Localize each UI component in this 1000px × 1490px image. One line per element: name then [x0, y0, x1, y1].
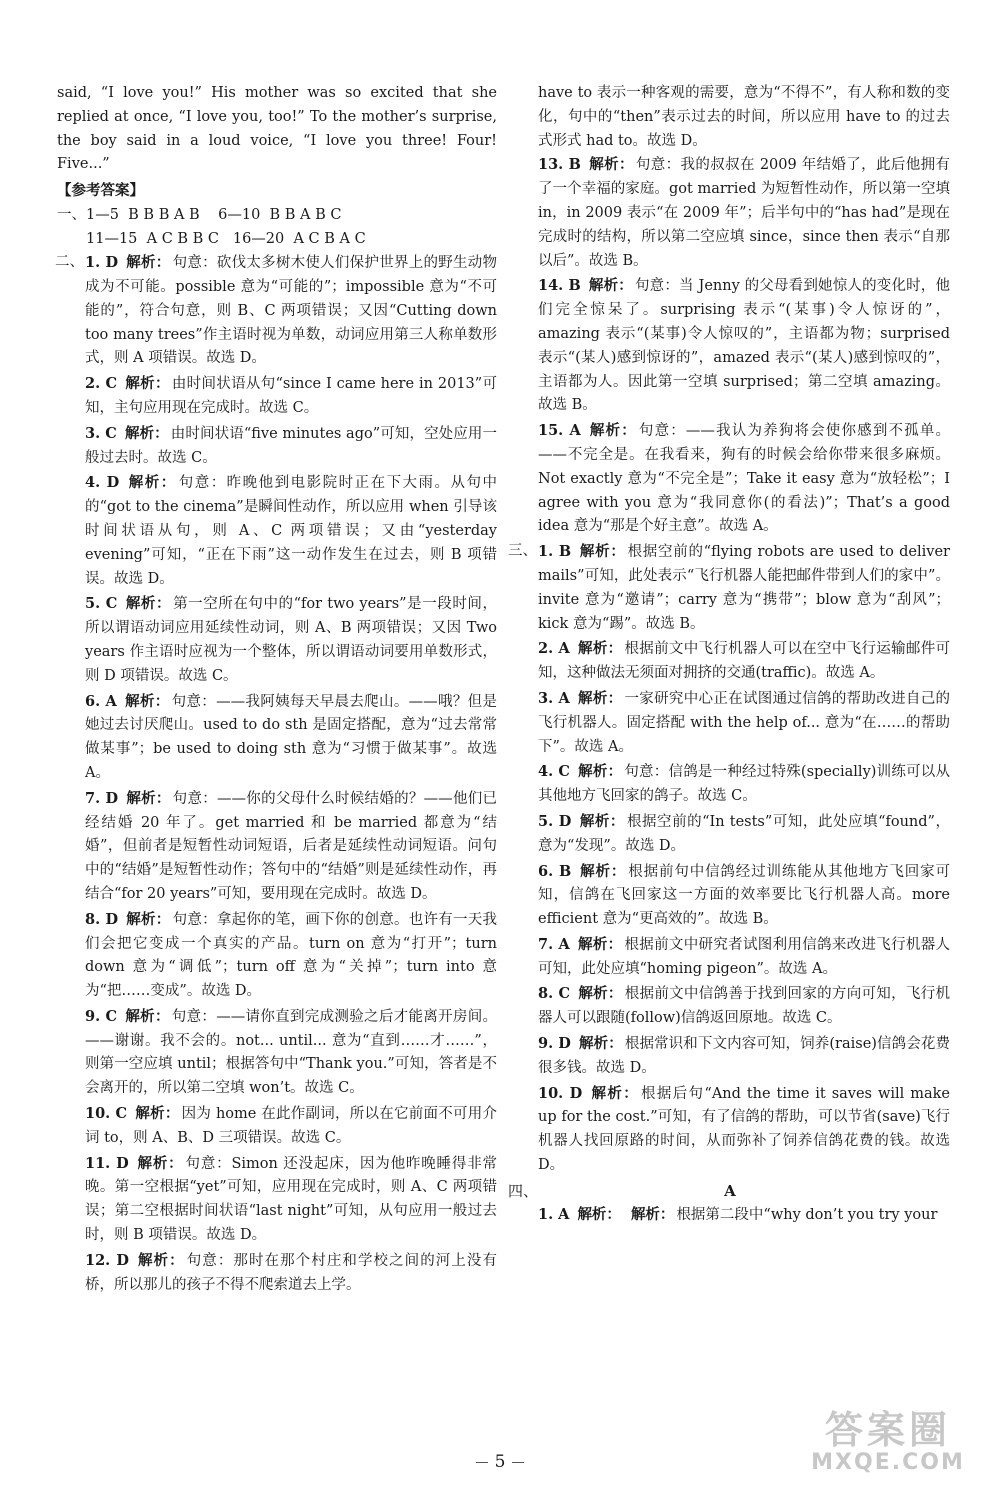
answer-label: 2. C — [85, 375, 118, 393]
analysis-label: 解析： — [578, 985, 623, 1003]
answer-label: 6. A — [85, 692, 117, 710]
section4-heading — [510, 1179, 950, 1203]
answer-text: 句意：昨晚他到电影院时正在下大雨。从句中的“got to the cinema”是瞬间性动作，所以应用 when 引导该时间状语从句，则 A、C 两项错误；又由“yesterday evening”可知，“正在下雨”这一动作发生在过去，则 B 项错误。故选 D。 — [85, 475, 498, 587]
answer-item — [57, 1005, 497, 1101]
answer-label: 14. B — [538, 277, 581, 295]
section1-row1: 一、1—5 B B B A B 6—10 B B A B C — [57, 207, 342, 224]
analysis-label: 解析： — [577, 1205, 621, 1223]
analysis-label: 解析： — [590, 1084, 640, 1102]
answer-label: 3. C — [85, 424, 117, 442]
answer-item — [57, 592, 497, 688]
answer-label: 2. A — [538, 640, 570, 658]
analysis-label: 解析： — [126, 254, 171, 272]
analysis-label: 解析： — [577, 935, 623, 953]
answer-text: 由时间状语从句“since I came here in 2013”可知，主句应用现在完成时。故选 C。 — [85, 376, 498, 416]
answer-text: 句意：砍伐太多树木使人们保护世界上的野生动物成为不可能。possible 意为“可能的”；impossible 意为“不可能的”，符合句意，则 B、C 两项错误；又因“Cutting down too many trees”作主语时视为单数，动词应用第三人称单数形式，则 A 项错误。故选 D。 — [85, 255, 498, 367]
answer-text: 根据空前的“In tests”可知，此处应填“found”，意为“发现”。故选 D。 — [538, 813, 951, 854]
answer-label: 9. C — [85, 1007, 118, 1025]
answer-text: 根据后句“And the time it saves will make up for the cost.”可知，有了信鸽的帮助，可以节省(save)飞行机器人找回原路的时间，从而弥补了饲养信鸽花费的钱。故选 D。 — [538, 1085, 950, 1174]
answer-label: 3. A — [538, 689, 570, 707]
answer-label: 15. A — [538, 422, 581, 440]
answer-item — [57, 1102, 497, 1151]
intro-text: said, “I love you!” His mother was so excited that she replied at once, “I love you, too!” To the mother’s surprise, the boy said in a loud voice, “I love you three! Four! Five...” — [57, 85, 497, 173]
analysis-label: 解析： — [136, 1154, 184, 1172]
answer-text: 句意：——我阿姨每天早晨去爬山。——哦？但是她过去讨厌爬山。used to do sth 是固定搭配，意为“过去常常做某事”；be used to doing sth 意为“习惯于做某事”。故选 A。 — [85, 693, 498, 781]
answer-item — [57, 372, 497, 421]
answer-label: 12. D — [85, 1251, 129, 1269]
section-label: 二、 — [55, 254, 84, 271]
page-number: 5 — [0, 1452, 1000, 1472]
answer-label: 5. D — [538, 812, 572, 830]
analysis-label: 解析： — [630, 1205, 675, 1223]
answer-text: 句意：Simon 还没起床，因为他昨晚睡得非常晚。第一空根据“yet”可知，应用现在完成时，则 A、C 两项错误；第二空根据时间状语“last night”可知，从句应用一般过去时，则 B 项错误。故选 D。 — [85, 1155, 498, 1244]
analysis-label: 解析： — [136, 1251, 185, 1269]
section1-row2: 11—15 A C B B C 16—20 A C B A C — [86, 231, 366, 248]
answer-item — [510, 419, 950, 539]
answer-label: 1. A — [538, 1205, 570, 1223]
answer-label: 9. D — [538, 1035, 571, 1053]
analysis-label: 解析： — [577, 689, 623, 707]
answer-label: 1. D — [85, 254, 119, 272]
answer-text: 根据空前的“flying robots are used to deliver mails”可知，此处表示“飞行机器人能把邮件带到人们的家中”。invite 意为“邀请”；carry 意为“携带”；blow 意为“刮风”；kick 意为“踢”。故选 B。 — [538, 544, 950, 632]
answer-item — [510, 1082, 950, 1178]
analysis-label: 解析： — [579, 812, 625, 830]
answers-header: 【参考答案】 — [57, 182, 144, 200]
answer-label: 10. D — [538, 1084, 583, 1102]
answer-item — [57, 422, 497, 471]
analysis-label: 解析： — [577, 763, 623, 781]
answer-text: 根据第二段中“why don’t you try your — [676, 1206, 938, 1223]
watermark-line1: 答案圈 — [824, 1408, 951, 1452]
answer-item — [510, 540, 950, 636]
answer-text: 根据前文中研究者试图利用信鸽来改进飞行机器人可知，此处应填“homing pigeon”。故选 A。 — [538, 936, 951, 977]
answer-label: 8. D — [85, 910, 119, 928]
answer-label: 11. D — [85, 1154, 129, 1172]
answer-item — [510, 687, 950, 759]
analysis-label: 解析： — [125, 1007, 170, 1025]
analysis-label: 解析： — [126, 789, 171, 807]
answer-text: 句意：——你的父母什么时候结婚的？——他们已经结婚 20 年了。get married 和 be married 都意为“结婚”，但前者是短暂性动词短语，后者是延续性动词短语。问句中的“结婚”是短暂性动作；答句中的“结婚”则是延续性动作，再结合“for 20 years”可知，要用现在完成时。故选 D。 — [85, 790, 498, 902]
answer-item — [510, 933, 950, 982]
analysis-label: 解析： — [125, 375, 170, 393]
analysis-label: 解析： — [578, 1035, 623, 1053]
answer-item — [510, 860, 950, 932]
answer-label: 7. A — [538, 935, 570, 953]
left-column — [57, 82, 497, 1298]
watermark-line2: MXQE.COM — [811, 1450, 965, 1475]
answer-label: 7. D — [85, 789, 119, 807]
answer-text: 句意：——我认为养狗将会使你感到不孤单。——不完全是。在我看来，狗有的时候会给你带来很多麻烦。Not exactly 意为“不完全是”；Take it easy 意为“放轻松”；I agree with you 意为“我同意你(的看法)”；That’s a good idea 意为“那是个好主意”。故选 A。 — [538, 423, 951, 535]
answer-text: 因为 home 在此作副词，所以在它前面不可用介词 to，则 A、B、D 三项错误。故选 C。 — [85, 1106, 497, 1146]
answer-text: 由时间状语“five minutes ago”可知，空处应用一般过去时。故选 C。 — [85, 425, 498, 466]
answer-text: 根据常识和下文内容可知，饲养(raise)信鸽会花费很多钱。故选 D。 — [538, 1036, 950, 1076]
analysis-label: 解析： — [125, 595, 172, 613]
answer-item — [57, 690, 497, 786]
answer-label: 5. C — [85, 595, 118, 613]
answer-label: 10. C — [85, 1105, 128, 1123]
right-column — [510, 82, 950, 1229]
analysis-label: 解析： — [135, 1105, 180, 1123]
answer-item — [57, 471, 497, 591]
left-answer-list — [57, 251, 497, 1297]
answer-text: 句意：当 Jenny 的父母看到她惊人的变化时，他们完全惊呆了。surprising 表示“(某事)令人惊讶的”，amazing 表示“(某事)令人惊叹的”，主语都为物；surprised 表示“(某人)感到惊讶的”，amazed 表示“(某人)感到惊叹的”，主语都为人。因此第一空填 surprised；第二空填 amazing。故选 B。 — [538, 278, 950, 414]
answer-text: 根据前文中飞行机器人可以在空中飞行运输邮件可知，这种做法无须面对拥挤的交通(traffic)。故选 A。 — [538, 641, 951, 682]
answer-item — [510, 274, 950, 418]
analysis-label: 解析： — [126, 910, 171, 928]
answer-text: 句意：拿起你的笔，画下你的创意。也许有一天我们会把它变成一个真实的产品。turn on 意为“打开”；turn down 意为“调低”；turn off 意为“关掉”；turn into 意为“把……变成”。故选 D。 — [85, 911, 498, 1000]
answer-item — [57, 908, 497, 1004]
answer-item — [57, 1249, 497, 1298]
right-answer-list — [510, 153, 950, 1177]
section4-letter: A — [724, 1181, 736, 1200]
continued-text: have to 表示一种客观的需要，意为“不得不”，有人称和数的变化，句中的“then”表示过去的时间，所以应用 have to 的过去式形式 had to。故选 D。 — [538, 85, 950, 149]
answer-text: 句意：那时在那个村庄和学校之间的河上没有桥，所以那儿的孩子不得不爬索道去上学。 — [85, 1252, 498, 1293]
answer-text: 根据前文中信鸽善于找到回家的方向可知，飞行机器人可以跟随(follow)信鸽返回原地。故选 C。 — [538, 986, 951, 1027]
analysis-label: 解析： — [588, 422, 637, 440]
answer-text: 根据前句中信鸽经过训练能从其他地方飞回家可知，信鸽在飞回家这一方面的效率要比飞行机器人高。more efficient 意为“更高效的”。故选 B。 — [538, 863, 951, 928]
answer-item — [510, 760, 950, 809]
answer-item — [57, 787, 497, 907]
answer-text: 句意：信鸽是一种经过特殊(specially)训练可以从其他地方飞回家的鸽子。故选 C。 — [538, 764, 950, 805]
section-label: 三、 — [508, 543, 537, 560]
answer-item — [57, 1152, 497, 1248]
answer-label: 4. C — [538, 763, 570, 781]
answer-label: 8. C — [538, 985, 571, 1003]
answer-item — [510, 1032, 950, 1081]
answer-label: 4. D — [85, 474, 120, 492]
answer-item — [510, 1203, 950, 1228]
answer-label: 1. B — [538, 543, 572, 561]
analysis-label: 解析： — [588, 156, 634, 174]
answer-label: 13. B — [538, 156, 581, 174]
answer-text: 一家研究中心正在试图通过信鸽的帮助改进自己的飞行机器人。固定搭配 with the help of... 意为“在……的帮助下”。故选 A。 — [538, 690, 951, 755]
answer-label: 6. B — [538, 862, 572, 880]
analysis-label: 解析： — [579, 543, 626, 561]
section4-label: 四、 — [508, 1181, 539, 1200]
analysis-label: 解析： — [124, 424, 169, 442]
analysis-label: 解析： — [577, 640, 623, 658]
answer-text: 句意：——请你直到完成测验之后才能离开房间。——谢谢。我不会的。not... until... 意为“直到……才……”，则第一空应填 until；根据答句中“Thank you.”可知，答者是不会离开的，所以第二空填 won’t。故选 C。 — [85, 1008, 498, 1097]
analysis-label: 解析： — [127, 474, 177, 492]
answer-text: 第一空所在句中的“for two years”是一段时间，所以谓语动词应用延续性动词，则 A、B 两项错误；又因 Two years 作主语时应视为一个整体，所以谓语动词要用单数形式，则 D 项错误。故选 C。 — [85, 596, 497, 684]
answer-item — [57, 251, 497, 371]
answer-text: 句意：我的叔叔在 2009 年结婚了，此后他拥有了一个幸福的家庭。got married 为短暂性动作，所以第一空填 in，in 2009 表示“在 2009 年”；后半句中的“has had”是现在完成时的结构，所以第二空应填 since，since then 表示“自那以后”。故选 B。 — [538, 157, 951, 269]
analysis-label: 解析： — [124, 692, 170, 710]
answer-item — [510, 153, 950, 273]
answer-item — [510, 982, 950, 1031]
answer-item — [510, 810, 950, 859]
site-watermark — [788, 1410, 988, 1480]
answer-item — [510, 637, 950, 686]
analysis-label: 解析： — [588, 277, 633, 295]
analysis-label: 解析： — [579, 862, 627, 880]
